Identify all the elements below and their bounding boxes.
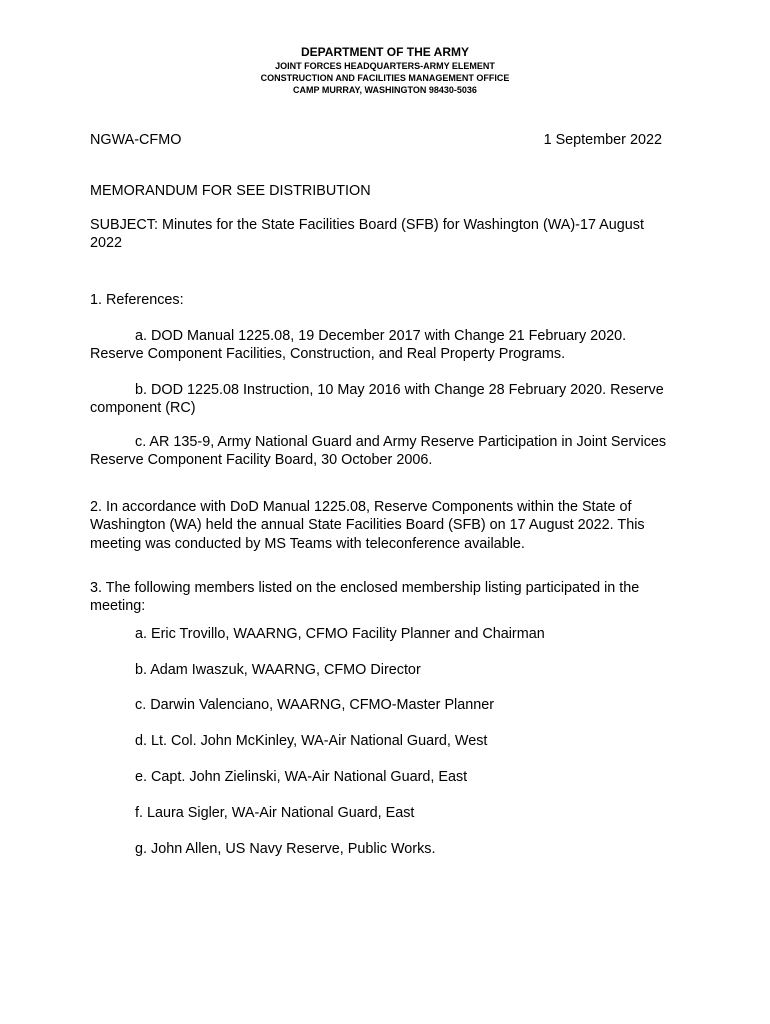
- office-symbol: NGWA-CFMO: [90, 132, 182, 148]
- memo-date: 1 September 2022: [543, 132, 662, 148]
- member-item: e. Capt. John Zielinski, WA-Air National Guard, East: [135, 769, 468, 785]
- letterhead-department: DEPARTMENT OF THE ARMY: [301, 45, 469, 59]
- reference-item-c: c. AR 135-9, Army National Guard and Army Reserve Participation in Joint Services Reserve Component Facility Board, 30 October 2006.: [90, 434, 667, 469]
- member-item: b. Adam Iwaszuk, WAARNG, CFMO Director: [135, 662, 421, 678]
- subject-line: SUBJECT: Minutes for the State Facilities Board (SFB) for Washington (WA)-17 August 2022: [90, 217, 644, 252]
- paragraph-3-intro: 3. The following members listed on the enclosed membership listing participated in the meeting:: [90, 580, 640, 615]
- paragraph-2: 2. In accordance with DoD Manual 1225.08, Reserve Components within the State of Washington (WA) held the annual State Facilities Board (SFB) on 17 August 2022. This meeting was conducted by MS Teams with teleconference available.: [90, 499, 645, 552]
- member-item: a. Eric Trovillo, WAARNG, CFMO Facility Planner and Chairman: [135, 626, 545, 642]
- member-item: c. Darwin Valenciano, WAARNG, CFMO-Master Planner: [135, 697, 495, 713]
- memo-for-line: MEMORANDUM FOR SEE DISTRIBUTION: [90, 183, 371, 199]
- member-item: d. Lt. Col. John McKinley, WA-Air National Guard, West: [135, 733, 488, 749]
- member-item: f. Laura Sigler, WA-Air National Guard, East: [135, 805, 415, 821]
- reference-item-b: b. DOD 1225.08 Instruction, 10 May 2016 with Change 28 February 2020. Reserve component (RC): [90, 382, 664, 417]
- letterhead-line-1: JOINT FORCES HEADQUARTERS-ARMY ELEMENT: [275, 61, 495, 71]
- references-heading: 1. References:: [90, 292, 184, 308]
- letterhead-line-3: CAMP MURRAY, WASHINGTON 98430-5036: [293, 85, 477, 95]
- reference-item-a: a. DOD Manual 1225.08, 19 December 2017 with Change 21 February 2020. Reserve Component Facilities, Construction, and Real Property Programs.: [90, 328, 627, 363]
- member-item: g. John Allen, US Navy Reserve, Public Works.: [135, 841, 436, 857]
- letterhead-line-2: CONSTRUCTION AND FACILITIES MANAGEMENT OFFICE: [260, 73, 510, 83]
